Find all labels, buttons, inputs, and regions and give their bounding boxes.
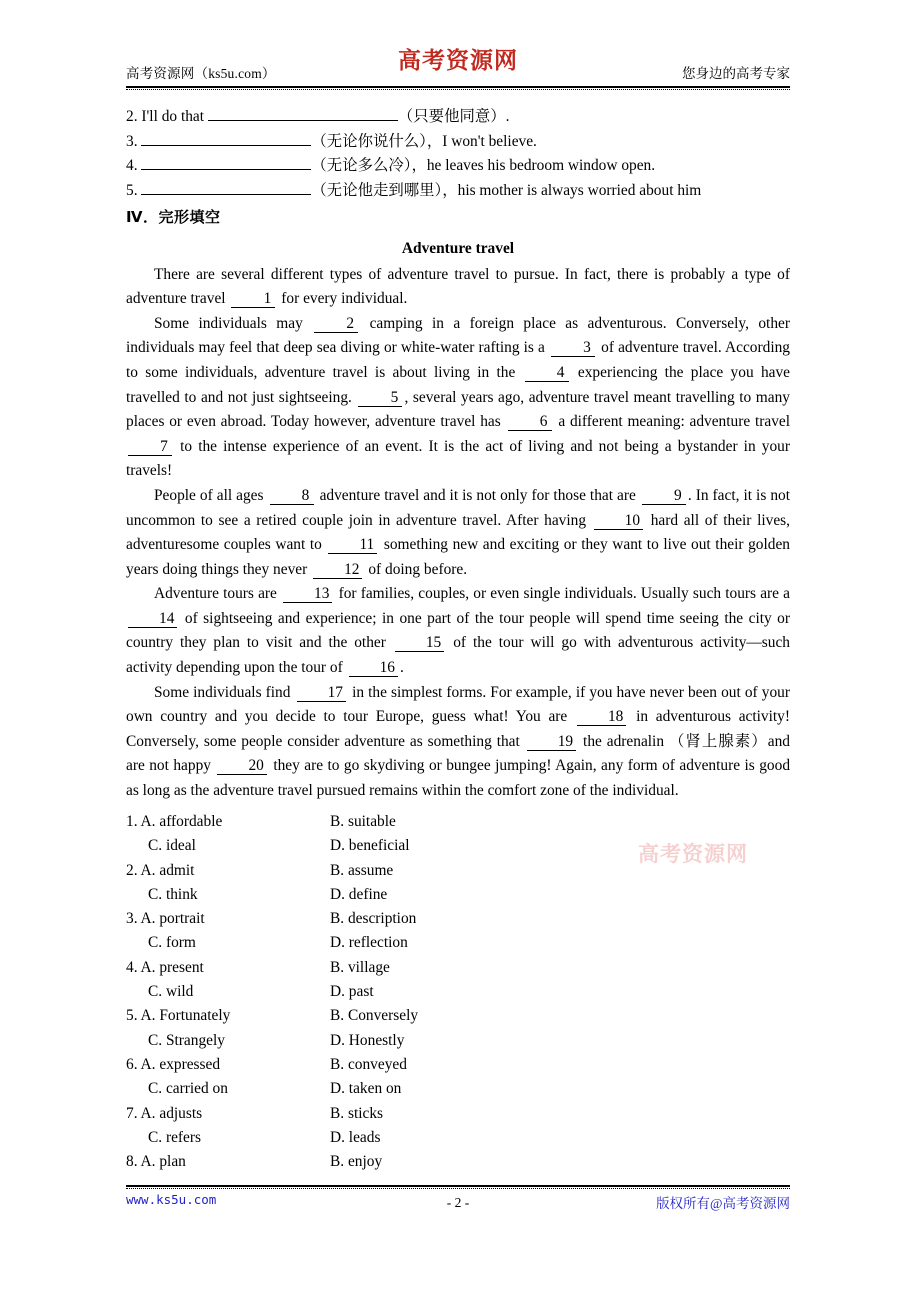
option-row-1-cd	[126, 834, 790, 858]
p4-text-1: Adventure tours are	[154, 585, 277, 603]
fill-item-4-blank	[141, 154, 311, 170]
footer-divider-dotted	[126, 1188, 790, 1189]
option-8-a[interactable]	[126, 1150, 186, 1174]
blank-11: 11	[328, 536, 377, 554]
p4-text-5: .	[399, 659, 404, 677]
option-8-a-label: A. plan	[140, 1153, 186, 1171]
blank-9: 9	[642, 487, 686, 505]
option-row-6-ab	[126, 1053, 790, 1077]
option-row-1-ab	[126, 810, 790, 834]
fill-item-5-after: ，his mother is always worried about him	[442, 181, 702, 199]
p3-text-3: . In fact, it is not uncommon to see a retired couple join in adventure travel. After having	[126, 486, 790, 529]
option-4-b[interactable]: B. village	[330, 958, 390, 976]
section-heading: Ⅳ．完形填空	[126, 208, 221, 227]
option-7-number: 7.	[126, 1104, 138, 1122]
blank-15: 15	[395, 634, 444, 652]
p1-text-2: for every individual.	[281, 290, 408, 308]
option-6-a[interactable]	[126, 1053, 220, 1077]
option-1-a[interactable]	[126, 810, 222, 834]
option-5-a-label: A. Fortunately	[140, 1007, 231, 1025]
p2-text-2: camping in a foreign place as adventurous. Conversely, other individuals may feel that deep sea diving or white-water rafting is a	[126, 314, 790, 357]
header-divider-dotted	[126, 89, 790, 91]
blank-4: 4	[525, 364, 569, 382]
blank-7: 7	[128, 438, 172, 456]
blank-1: 1	[231, 290, 275, 308]
footer-divider	[126, 1185, 790, 1188]
passage-paragraph-4	[126, 582, 790, 680]
header-tagline: 您身边的高考专家	[682, 66, 790, 81]
option-row-4-ab	[126, 956, 790, 980]
option-5-number: 5.	[126, 1007, 138, 1025]
passage-paragraph-5	[126, 681, 790, 804]
option-3-a[interactable]	[126, 907, 205, 931]
p5-text-1: Some individuals find	[154, 683, 291, 701]
fill-item-5-number: 5.	[126, 181, 138, 199]
p3-text-1: People of all ages	[154, 486, 264, 504]
option-row-5-ab	[126, 1004, 790, 1028]
footer-copyright: 版权所有@高考资源网	[656, 1196, 790, 1211]
option-2-a[interactable]	[126, 859, 194, 883]
option-3-c[interactable]: C. form	[148, 934, 196, 952]
fill-item-2-number: 2.	[126, 108, 138, 125]
option-1-b[interactable]: B. suitable	[330, 813, 396, 830]
fill-item-3-blank	[141, 130, 311, 146]
option-2-d[interactable]: D. define	[330, 885, 388, 903]
option-3-a-label: A. portrait	[140, 910, 205, 928]
p5-text-2: in the simplest forms. For example, if you have never been out of your own country and you decide to tour Europe, guess what! You are	[126, 683, 790, 726]
blank-3: 3	[551, 339, 595, 357]
option-4-d[interactable]: D. past	[330, 983, 374, 1001]
fill-item-3-number: 3.	[126, 132, 138, 150]
fill-item-2-blank	[208, 105, 398, 121]
header-divider	[126, 86, 790, 90]
option-3-d[interactable]: D. reflection	[330, 934, 408, 952]
option-row-5-cd	[126, 1029, 790, 1053]
header-logo: 高考资源网	[398, 47, 518, 74]
footer-page-number: - 2 -	[446, 1195, 470, 1210]
page-header	[126, 42, 790, 88]
option-5-c[interactable]: C. Strangely	[148, 1031, 225, 1049]
fill-item-5-blank	[141, 179, 311, 195]
p4-text-4: of the tour will go with adventurous activity—such activity depending upon the tour of	[126, 634, 790, 677]
fill-item-3-hint: （无论你说什么）	[311, 132, 427, 150]
passage-paragraph-1	[126, 263, 790, 312]
p1-text-1: There are several different types of adventure travel to pursue. In fact, there is probably a type of adventure travel	[126, 265, 790, 308]
fill-item-3-after: ，I won't believe.	[426, 132, 537, 150]
blank-20: 20	[217, 757, 266, 775]
option-6-d[interactable]: D. taken on	[330, 1080, 402, 1098]
blank-17: 17	[297, 684, 346, 702]
blank-13: 13	[283, 585, 332, 603]
option-3-number: 3.	[126, 910, 138, 928]
p2-text-3: of adventure travel. According to some individuals, adventure travel is about living in the	[126, 339, 790, 381]
option-7-d[interactable]: D. leads	[330, 1128, 381, 1146]
blank-12: 12	[313, 561, 362, 579]
fill-item-2-after: .	[505, 108, 510, 125]
blank-5: 5	[358, 389, 402, 407]
fill-item-2-hint: （只要他同意）	[397, 108, 506, 125]
footer-url[interactable]: www.ks5u.com	[126, 1192, 217, 1207]
option-3-b[interactable]: B. description	[330, 910, 417, 928]
p3-text-2: adventure travel and it is not only for those that are	[319, 486, 636, 504]
fill-item-2	[126, 105, 790, 130]
p3-text-6: of doing before.	[368, 560, 468, 578]
blank-10: 10	[594, 512, 643, 530]
option-row-3-ab	[126, 907, 790, 931]
option-row-7-ab	[126, 1102, 790, 1126]
option-1-d[interactable]: D. beneficial	[330, 837, 410, 855]
option-7-a-label: A. adjusts	[140, 1104, 203, 1122]
option-7-b[interactable]: B. sticks	[330, 1104, 384, 1122]
option-8-number: 8.	[126, 1153, 138, 1171]
option-5-b[interactable]: B. Conversely	[330, 1007, 419, 1025]
fill-item-5	[126, 179, 790, 204]
option-2-number: 2.	[126, 861, 138, 879]
blank-19: 19	[527, 733, 576, 751]
option-1-c[interactable]: C. ideal	[148, 837, 196, 855]
page-footer	[126, 1192, 790, 1214]
option-6-b[interactable]: B. conveyed	[330, 1055, 407, 1073]
fill-item-4-after: ，he leaves his bedroom window open.	[411, 157, 656, 175]
blank-6: 6	[508, 413, 552, 431]
option-4-a[interactable]	[126, 956, 204, 980]
p5-text-4: the adrenalin （肾上腺素）and are not happy	[126, 732, 790, 775]
option-5-d[interactable]: D. Honestly	[330, 1031, 405, 1049]
option-8-b[interactable]: B. enjoy	[330, 1153, 383, 1171]
fill-item-3	[126, 130, 790, 155]
p2-text-7: to the intense experience of an event. It is the act of living and not being a bystander in your travels!	[126, 437, 790, 480]
option-row-7-cd	[126, 1126, 790, 1150]
options-list	[126, 810, 790, 1174]
option-4-c[interactable]: C. wild	[148, 983, 194, 1001]
p4-text-3: of sightseeing and experience; in one part of the tour people will spend time seeing the city or country they plan to visit and the other	[126, 609, 790, 652]
option-1-number: 1.	[126, 813, 138, 830]
header-site-name: 高考资源网（ks5u.com）	[126, 66, 276, 81]
p2-text-4: experiencing the place you have travelled to and not just sightseeing.	[126, 363, 790, 406]
option-1-a-label: A. affordable	[140, 813, 223, 830]
p5-text-5: they are to go skydiving or bungee jumping! Again, any form of adventure is good as long as the adventure travel pursued remains within the comfort zone of the individual.	[126, 757, 791, 800]
option-row-2-ab	[126, 859, 790, 883]
option-row-4-cd	[126, 980, 790, 1004]
option-5-a[interactable]	[126, 1004, 230, 1028]
option-7-a[interactable]	[126, 1102, 202, 1126]
option-row-6-cd	[126, 1077, 790, 1101]
option-4-a-label: A. present	[140, 958, 204, 976]
option-2-c[interactable]: C. think	[148, 885, 198, 903]
p2-text-5: , several years ago, adventure travel meant travelling to many places or even abroad. Today however, adventure travel has	[126, 388, 790, 431]
option-row-3-cd	[126, 931, 790, 955]
option-2-b[interactable]: B. assume	[330, 861, 394, 879]
passage-title: Adventure travel	[401, 239, 515, 257]
p3-text-5: something new and exciting or they want to live out their golden years doing things they never	[126, 536, 790, 578]
fill-item-5-hint: （无论他走到哪里）	[311, 181, 443, 199]
blank-16: 16	[349, 659, 398, 677]
p5-text-3: in adventurous activity! Conversely, some people consider adventure as something that	[126, 708, 790, 750]
option-7-c[interactable]: C. refers	[148, 1128, 201, 1146]
blank-18: 18	[577, 708, 626, 726]
option-4-number: 4.	[126, 958, 138, 976]
fill-item-4	[126, 154, 790, 179]
passage-paragraph-2	[126, 312, 790, 484]
header-divider-solid	[126, 86, 790, 88]
blank-2: 2	[314, 315, 358, 333]
option-6-number: 6.	[126, 1055, 138, 1073]
blank-8: 8	[270, 487, 314, 505]
p3-text-4: hard all of their lives, adventuresome couples want to	[126, 511, 790, 554]
option-6-c[interactable]: C. carried on	[148, 1080, 228, 1098]
option-row-2-cd	[126, 883, 790, 907]
p2-text-6: a different meaning: adventure travel	[558, 413, 790, 431]
fill-item-2-before: I'll do that	[141, 108, 205, 125]
watermark: 高考资源网	[638, 841, 748, 866]
p2-text-1: Some individuals may	[154, 314, 303, 332]
option-6-a-label: A. expressed	[140, 1055, 221, 1073]
blank-14: 14	[128, 610, 177, 628]
footer-divider-solid	[126, 1185, 790, 1187]
option-2-a-label: A. admit	[140, 861, 195, 879]
passage-paragraph-3	[126, 484, 790, 582]
fill-item-4-hint: （无论多么冷）	[311, 157, 412, 175]
option-row-8-ab	[126, 1150, 790, 1174]
document-content	[126, 105, 790, 804]
fill-item-4-number: 4.	[126, 157, 138, 175]
p4-text-2: for families, couples, or even single individuals. Usually such tours are a	[338, 585, 790, 603]
